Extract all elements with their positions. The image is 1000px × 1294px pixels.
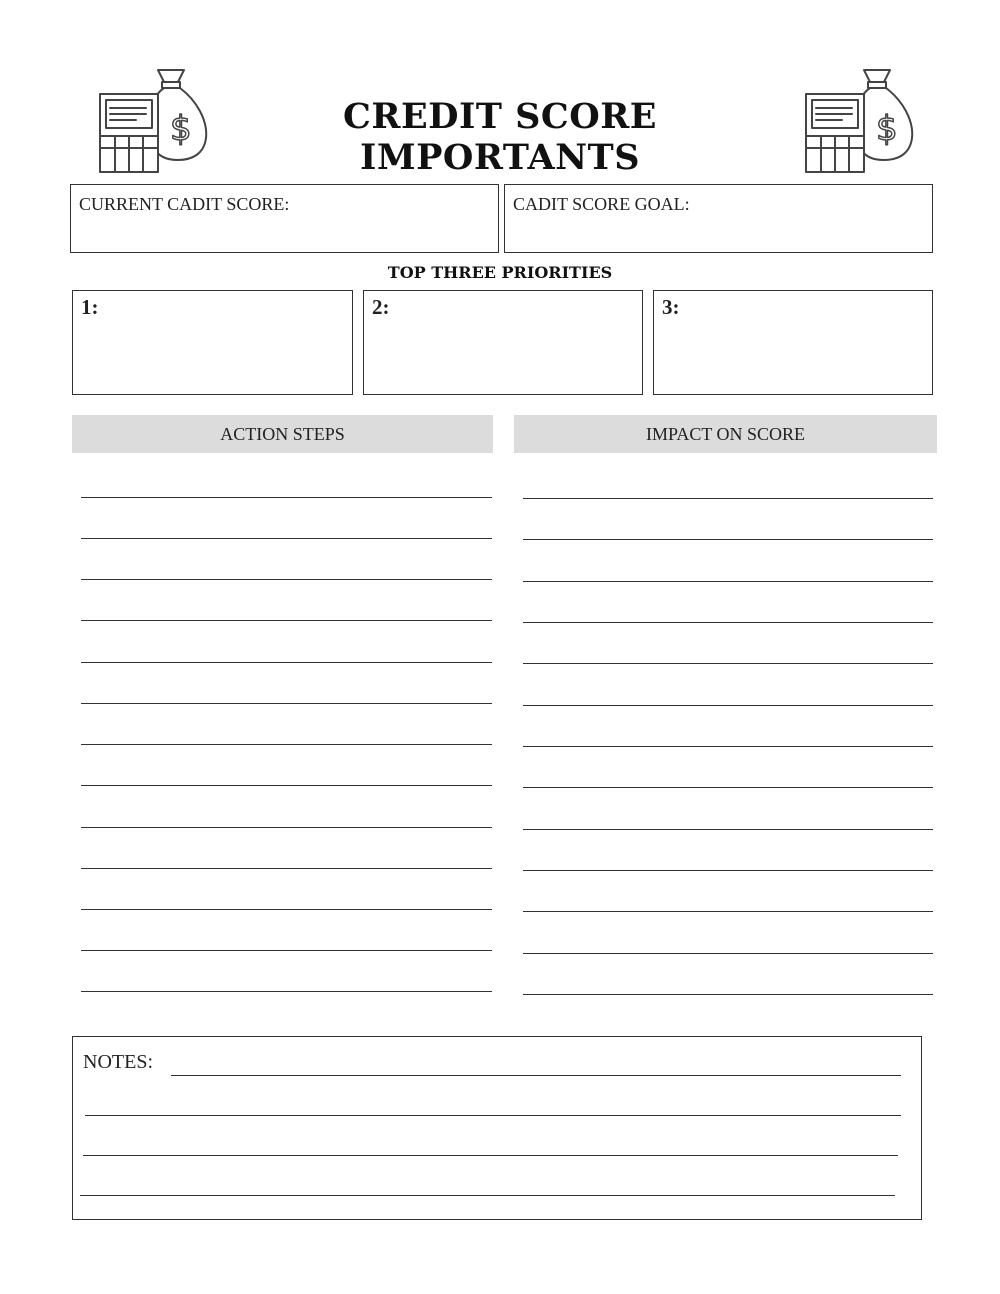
notes-box[interactable] [72, 1036, 922, 1220]
writing-line[interactable] [81, 620, 492, 621]
writing-line[interactable] [523, 498, 933, 499]
priorities-heading: TOP THREE PRIORITIES [387, 263, 613, 282]
calculator-money-bag-icon [802, 64, 916, 176]
svg-text:$: $ [170, 109, 192, 149]
action-steps-header: ACTION STEPS [72, 415, 493, 453]
notes-label: NOTES: [83, 1051, 153, 1073]
writing-line[interactable] [81, 868, 492, 869]
writing-line[interactable] [523, 705, 933, 706]
priority-field-3[interactable] [653, 290, 933, 395]
writing-line[interactable] [523, 911, 933, 912]
writing-line[interactable] [81, 785, 492, 786]
writing-line[interactable] [523, 746, 933, 747]
writing-line[interactable] [523, 622, 933, 623]
writing-line[interactable] [81, 744, 492, 745]
writing-line[interactable] [81, 703, 492, 704]
writing-line[interactable] [81, 991, 492, 992]
writing-line[interactable] [523, 787, 933, 788]
writing-line[interactable] [81, 662, 492, 663]
writing-line[interactable] [523, 663, 933, 664]
score-goal-label: CADIT SCORE GOAL: [513, 194, 690, 214]
priority-label: 1: [81, 295, 99, 319]
score-goal-field[interactable] [504, 184, 933, 253]
writing-line[interactable] [81, 497, 492, 498]
priority-label: 3: [662, 295, 680, 319]
impact-on-score-header: IMPACT ON SCORE [514, 415, 937, 453]
notes-line[interactable] [80, 1195, 895, 1196]
priority-field-1[interactable] [72, 290, 353, 395]
calculator-money-bag-icon [96, 64, 210, 176]
writing-line[interactable] [81, 579, 492, 580]
current-score-label: CURRENT CADIT SCORE: [79, 194, 290, 214]
notes-line[interactable] [83, 1155, 898, 1156]
notes-line[interactable] [171, 1075, 901, 1076]
writing-line[interactable] [523, 829, 933, 830]
writing-line[interactable] [81, 909, 492, 910]
writing-line[interactable] [523, 870, 933, 871]
svg-text:$: $ [876, 109, 898, 149]
writing-line[interactable] [523, 953, 933, 954]
notes-line[interactable] [85, 1115, 901, 1116]
writing-line[interactable] [523, 581, 933, 582]
priority-label: 2: [372, 295, 390, 319]
writing-line[interactable] [523, 539, 933, 540]
priority-field-2[interactable] [363, 290, 643, 395]
current-score-field[interactable] [70, 184, 499, 253]
writing-line[interactable] [81, 827, 492, 828]
writing-line[interactable] [81, 538, 492, 539]
writing-line[interactable] [523, 994, 933, 995]
page-title: CREDIT SCORE IMPORTANTS [343, 96, 657, 178]
writing-line[interactable] [81, 950, 492, 951]
